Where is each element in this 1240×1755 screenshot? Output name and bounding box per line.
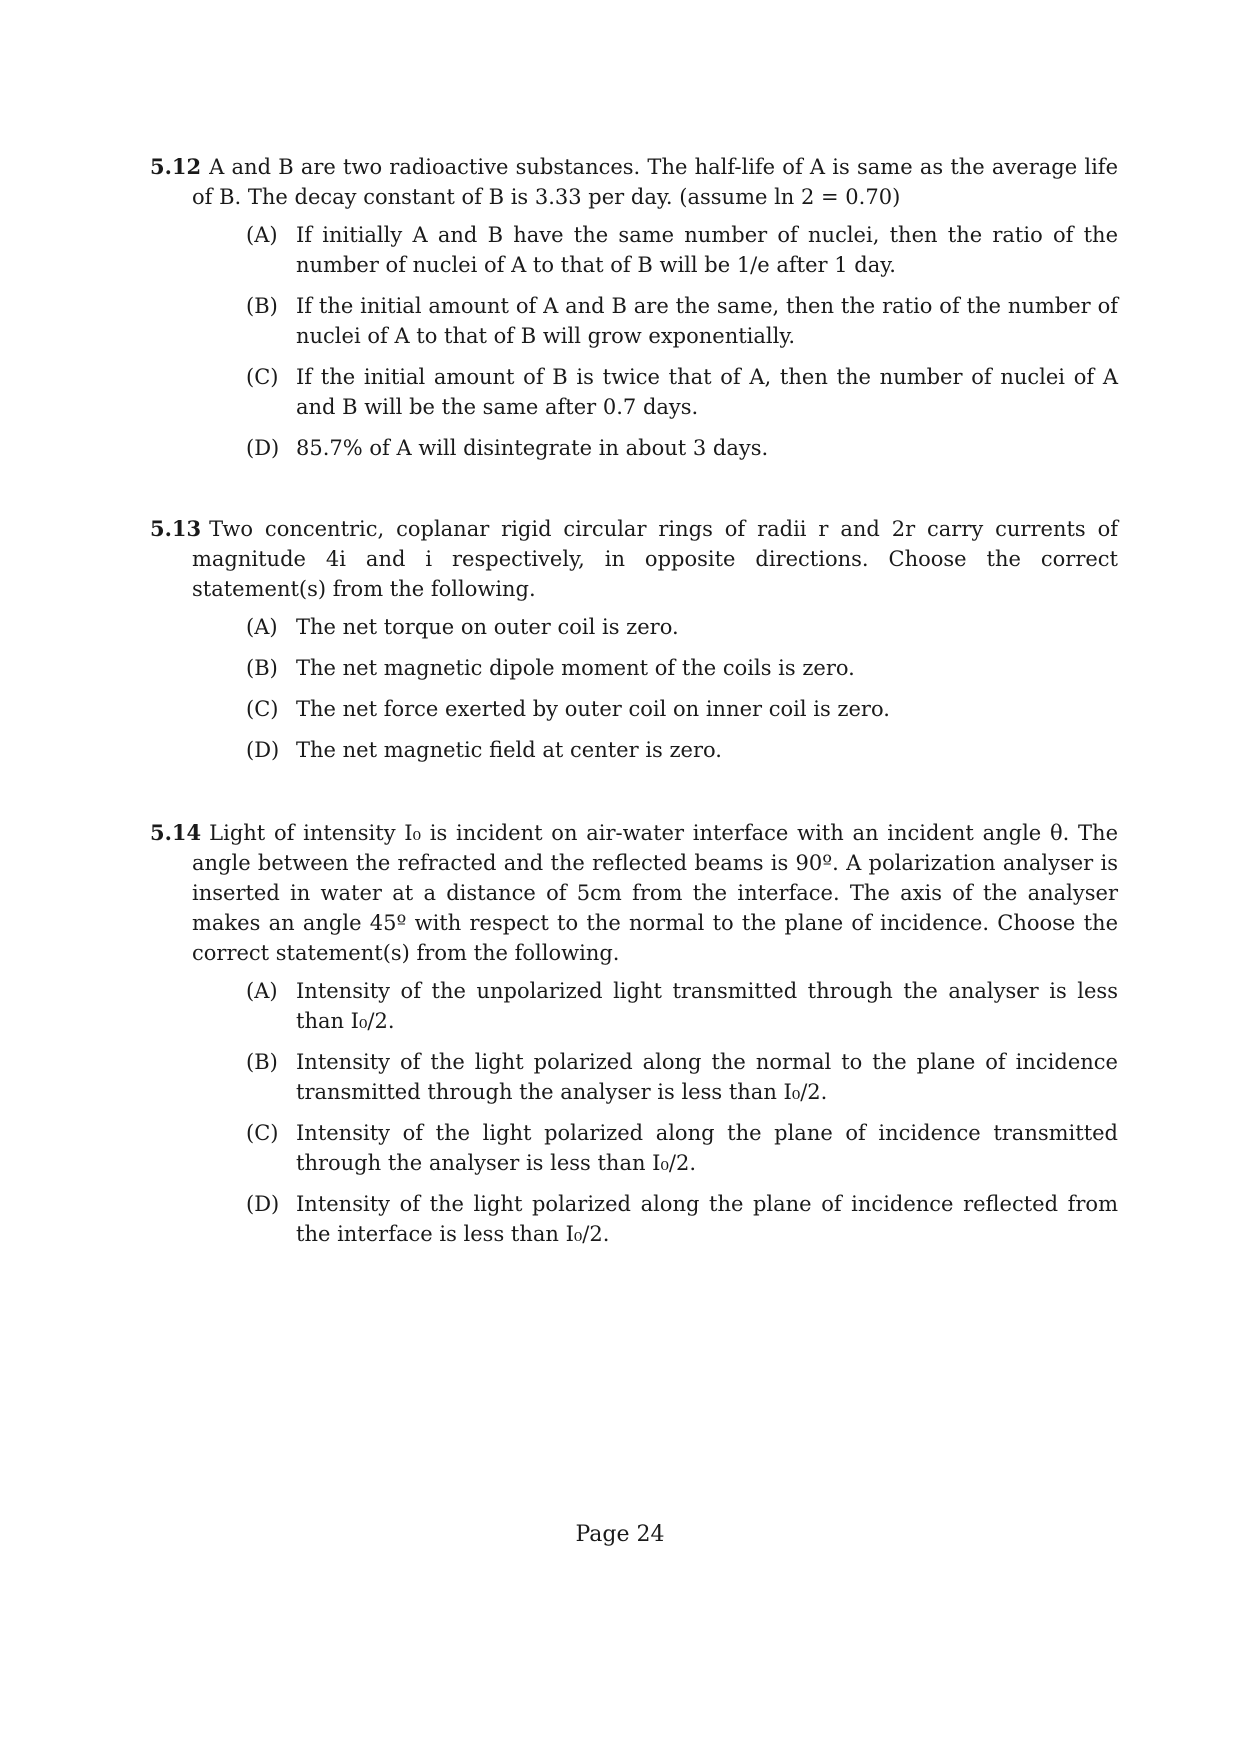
option-label: (A) bbox=[246, 615, 278, 639]
option-text: Intensity of the light polarized along the plane of incidence reflected from the interface is less than I₀/2. bbox=[296, 1192, 1118, 1246]
option-list bbox=[150, 612, 1118, 765]
option-label: (B) bbox=[246, 1050, 278, 1074]
option-text: If the initial amount of B is twice that of A, then the number of nuclei of A and B will be the same after 0.7 days. bbox=[296, 365, 1118, 419]
question-5-12 bbox=[150, 152, 1118, 474]
option-text: Intensity of the light polarized along the normal to the plane of incidence transmitted through the analyser is less than I₀/2. bbox=[296, 1050, 1118, 1104]
question-text: Two concentric, coplanar rigid circular rings of radii r and 2r carry currents of magnitude 4i and i respectively, in opposite directions. Choose the correct statement(s) from the following. bbox=[192, 517, 1118, 601]
option-text: The net force exerted by outer coil on inner coil is zero. bbox=[296, 697, 890, 721]
question-number: 5.13 bbox=[150, 516, 202, 541]
page-number: Page 24 bbox=[575, 1522, 665, 1547]
question-5-13 bbox=[150, 514, 1118, 776]
option-text: If the initial amount of A and B are the same, then the ratio of the number of nuclei of A to that of B will grow exponentially. bbox=[296, 294, 1118, 348]
question-stem bbox=[150, 818, 1118, 968]
option-text: Intensity of the unpolarized light transmitted through the analyser is less than I₀/2. bbox=[296, 979, 1118, 1033]
option-label: (A) bbox=[246, 979, 278, 1003]
option-label: (D) bbox=[246, 1192, 280, 1216]
option-list bbox=[150, 976, 1118, 1249]
option-label: (C) bbox=[246, 697, 279, 721]
option-list bbox=[150, 220, 1118, 463]
option-label: (B) bbox=[246, 656, 278, 680]
option-d bbox=[150, 735, 1118, 765]
question-text: A and B are two radioactive substances. The half-life of A is same as the average life of B. The decay constant of B is 3.33 per day. (assume ln 2 = 0.70) bbox=[192, 155, 1118, 209]
question-number: 5.14 bbox=[150, 820, 202, 845]
option-b bbox=[150, 1047, 1118, 1107]
option-label: (B) bbox=[246, 294, 278, 318]
option-label: (D) bbox=[246, 738, 280, 762]
option-a bbox=[150, 612, 1118, 642]
question-5-14 bbox=[150, 818, 1118, 1260]
option-text: 85.7% of A will disintegrate in about 3 days. bbox=[296, 436, 769, 460]
option-c bbox=[150, 1118, 1118, 1178]
option-a bbox=[150, 976, 1118, 1036]
option-d bbox=[150, 1189, 1118, 1249]
option-text: The net magnetic field at center is zero. bbox=[296, 738, 722, 762]
option-label: (C) bbox=[246, 1121, 279, 1145]
option-text: If initially A and B have the same number of nuclei, then the ratio of the number of nuclei of A to that of B will be 1/e after 1 day. bbox=[296, 223, 1118, 277]
option-label: (C) bbox=[246, 365, 279, 389]
option-label: (A) bbox=[246, 223, 278, 247]
question-number: 5.12 bbox=[150, 154, 202, 179]
option-b bbox=[150, 291, 1118, 351]
option-d bbox=[150, 433, 1118, 463]
option-c bbox=[150, 362, 1118, 422]
question-stem bbox=[150, 152, 1118, 212]
option-text: The net magnetic dipole moment of the coils is zero. bbox=[296, 656, 855, 680]
option-b bbox=[150, 653, 1118, 683]
question-stem bbox=[150, 514, 1118, 604]
option-text: The net torque on outer coil is zero. bbox=[296, 615, 679, 639]
option-a bbox=[150, 220, 1118, 280]
question-text: Light of intensity I₀ is incident on air-water interface with an incident angle θ. The angle between the refracted and the reflected beams is 90º. A polarization analyser is inserted in water at a distance of 5cm from the interface. The axis of the analyser makes an angle 45º with respect to the normal to the plane of incidence. Choose the correct statement(s) from the following. bbox=[192, 821, 1118, 965]
option-text: Intensity of the light polarized along the plane of incidence transmitted through the analyser is less than I₀/2. bbox=[296, 1121, 1118, 1175]
option-c bbox=[150, 694, 1118, 724]
option-label: (D) bbox=[246, 436, 280, 460]
